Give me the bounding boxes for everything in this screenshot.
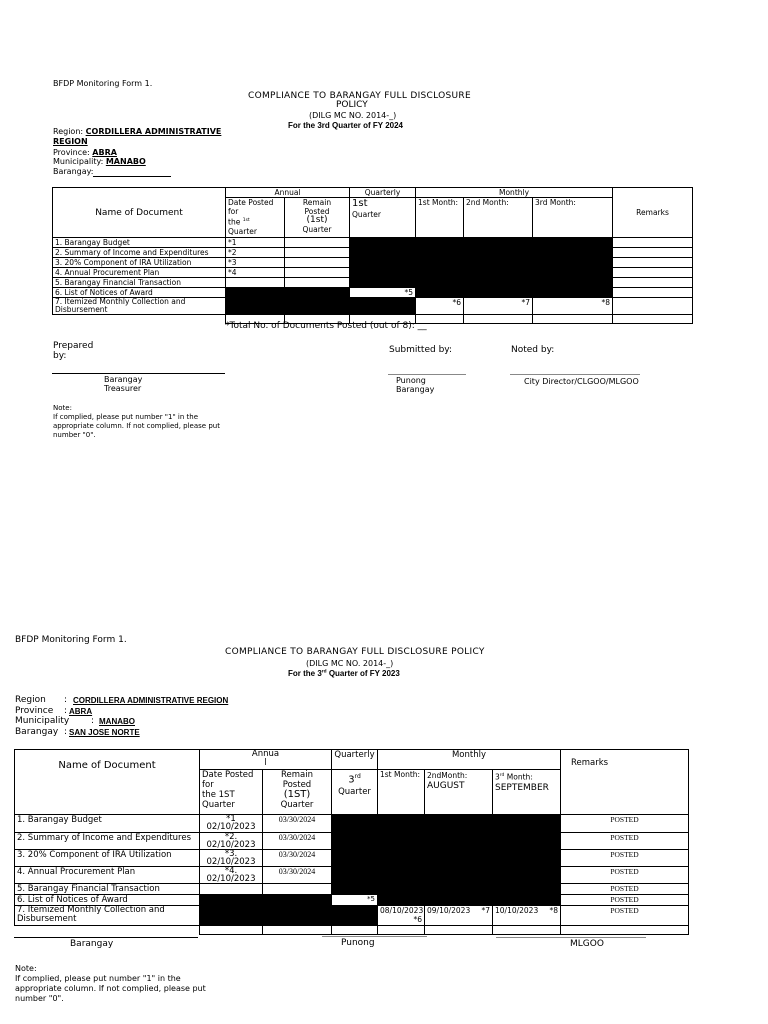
row-date-value: 02/10/2023	[206, 874, 256, 884]
note-line: number "0".	[15, 994, 64, 1003]
row-month2	[425, 906, 493, 926]
row-name: 6. List of Notices of Award	[15, 895, 200, 906]
row-remarks	[613, 248, 693, 258]
form-title-line3	[288, 669, 400, 678]
signature-line	[52, 373, 225, 374]
table-row	[53, 268, 693, 278]
signature-line	[322, 936, 427, 937]
colon: :	[64, 695, 68, 705]
redacted-block	[416, 238, 464, 248]
date-posted-l3-text: the	[228, 217, 241, 227]
row-name: 4. Annual Procurement Plan	[15, 867, 200, 884]
row-cell	[200, 884, 263, 895]
redacted-block	[350, 238, 416, 248]
header-month2	[425, 770, 493, 815]
redacted-block	[226, 288, 285, 298]
row-remarks: POSTED	[561, 815, 689, 833]
row-cell	[285, 238, 350, 248]
remain-l4: Quarter	[302, 225, 332, 234]
remain-l1: Remain	[281, 770, 313, 780]
row-remarks	[613, 288, 693, 298]
row-date	[200, 815, 263, 833]
header-quarterly: Quarterly	[350, 188, 416, 198]
submitted-label: Submitted by:	[389, 345, 452, 355]
date-posted-l2: for	[202, 780, 214, 790]
province-label: Province:	[53, 148, 90, 157]
form-title-line4: For the 3rd Quarter of FY 2024	[288, 121, 403, 130]
row-remain: 03/30/2024	[263, 867, 332, 884]
row-mark: *5	[350, 288, 416, 298]
row-name	[15, 906, 200, 926]
quarter-l2: Quarter	[352, 210, 381, 219]
redacted-block	[226, 298, 285, 315]
month3-pre: 3	[495, 772, 500, 782]
colon: :	[64, 727, 68, 737]
row-mark: *8	[549, 906, 558, 915]
barangay-label: Barangay:	[53, 167, 94, 176]
redacted-block	[464, 238, 533, 248]
redacted-block	[533, 268, 613, 278]
row-cell	[378, 926, 425, 935]
row-name: 1. Barangay Budget	[15, 815, 200, 833]
title-post: Quarter of FY 2023	[326, 669, 400, 678]
row-mark: *5	[332, 895, 378, 906]
redacted-block	[263, 895, 332, 906]
remain-l2: Posted	[304, 207, 330, 216]
row-cell	[533, 315, 613, 324]
redacted-block	[425, 833, 493, 850]
table-row	[53, 248, 693, 258]
punong-l1: Punong	[396, 376, 426, 385]
redacted-block	[332, 815, 378, 833]
row-month1-date: 08/10/2023	[380, 906, 424, 915]
row-mark: *6	[416, 298, 464, 315]
redacted-block	[378, 884, 425, 895]
barangay-label: Barangay	[15, 727, 59, 737]
row-remarks	[613, 238, 693, 248]
form-title-line1: COMPLIANCE TO BARANGAY FULL DISCLOSURE	[248, 91, 471, 101]
row-cell	[464, 315, 533, 324]
header-monthly: Monthly	[378, 750, 561, 770]
redacted-block	[416, 268, 464, 278]
note-line: If complied, please put number "1" in the	[53, 413, 199, 421]
header-name: Name of Document	[15, 750, 200, 815]
row-remarks	[613, 258, 693, 268]
row-month2-date: 09/10/2023	[427, 906, 471, 915]
region-field	[53, 127, 221, 136]
month3-l2: SEPTEMBER	[495, 782, 549, 793]
row-mark: *7	[481, 906, 490, 915]
redacted-block	[350, 248, 416, 258]
table-row	[15, 850, 689, 867]
note-line: appropriate column. If not complied, please put	[15, 984, 206, 993]
row-cell	[285, 258, 350, 268]
redacted-block	[425, 850, 493, 867]
annual-l2: l	[264, 758, 267, 768]
redacted-block	[493, 815, 561, 833]
quarter-pre: 3	[348, 774, 355, 786]
header-quarter	[350, 198, 416, 238]
header-month3: 3rd Month:	[533, 198, 613, 238]
header-monthly: Monthly	[416, 188, 613, 198]
row-remarks	[613, 298, 693, 315]
row-cell	[15, 926, 200, 935]
redacted-block	[378, 833, 425, 850]
row-cell	[263, 926, 332, 935]
region-value-cont: REGION	[53, 137, 88, 146]
row-date	[200, 867, 263, 884]
row-cell	[285, 248, 350, 258]
header-month1: 1st Month:	[416, 198, 464, 238]
redacted-block	[425, 884, 493, 895]
table-row	[53, 278, 693, 288]
redacted-block	[464, 258, 533, 268]
row-month1	[378, 906, 425, 926]
municipality-value: MANABO	[99, 717, 135, 726]
row-month3	[493, 906, 561, 926]
row-name: 5. Barangay Financial Transaction	[53, 278, 226, 288]
row-cell	[285, 268, 350, 278]
annual-l1: Annua	[251, 749, 280, 759]
punong-signatory: Punong	[341, 938, 375, 948]
row-cell	[285, 278, 350, 288]
table-row	[15, 884, 689, 895]
redacted-block	[416, 248, 464, 258]
header-remarks: Remarks	[613, 188, 693, 238]
header-quarterly: Quarterly	[332, 750, 378, 770]
remain-l3: (1st)	[306, 215, 328, 225]
row-remarks	[613, 278, 693, 288]
redacted-block	[378, 850, 425, 867]
date-posted-l4: Quarter	[202, 800, 235, 810]
municipality-label: Municipality	[15, 716, 70, 726]
prepared-label-l1: Prepared	[53, 341, 94, 351]
redacted-block	[350, 258, 416, 268]
month3-sup: rd	[499, 773, 505, 778]
row-mark: *3	[226, 258, 285, 268]
row-remarks: POSTED	[561, 884, 689, 895]
form-title-line2: POLICY	[336, 100, 368, 110]
treasurer-l2: Treasurer	[104, 384, 142, 393]
header-annual	[200, 750, 332, 770]
header-remain	[285, 198, 350, 238]
table-row	[15, 833, 689, 850]
barangay-value: SAN JOSE NORTE	[69, 728, 140, 737]
redacted-block	[332, 850, 378, 867]
row-mark: *1	[226, 238, 285, 248]
signature-line	[510, 374, 640, 375]
row-cell	[263, 884, 332, 895]
date-posted-l2: for	[228, 207, 239, 216]
redacted-block	[493, 850, 561, 867]
region-label: Region	[15, 695, 46, 705]
redacted-block	[378, 815, 425, 833]
signature-line	[496, 937, 646, 938]
header-month3	[493, 770, 561, 815]
redacted-block	[416, 258, 464, 268]
total-documents: *Total No. of Documents Posted (out of 8): __	[225, 321, 427, 331]
municipality-value: MANABO	[105, 157, 146, 166]
table-row	[15, 815, 689, 833]
row-date-value: 02/10/2023	[206, 857, 256, 867]
title-sup: rd	[321, 669, 327, 675]
redacted-block	[533, 288, 613, 298]
month3-post: Month:	[504, 772, 533, 782]
row-mark: *2	[226, 248, 285, 258]
title-pre: For the 3	[288, 669, 322, 678]
row-name-l1: 7. Itemized Monthly Collection and	[55, 297, 186, 306]
header-month2: 2nd Month:	[464, 198, 533, 238]
redacted-block	[332, 906, 378, 926]
date-posted-sup: 1st	[242, 218, 250, 223]
row-name: 1. Barangay Budget	[53, 238, 226, 248]
header-date-posted	[226, 198, 285, 238]
form-title-line2: (DILG MC NO. 2014-_)	[306, 659, 394, 668]
note-line: number "0".	[53, 431, 96, 439]
quarter-l1: 1st	[352, 198, 368, 209]
region-value: CORDILLERA ADMINISTRATIVE	[85, 127, 222, 136]
note-line: If complied, please put number "1" in the	[15, 974, 181, 983]
row-mark: *2.	[224, 832, 238, 842]
city-director-label: City Director/CLGOO/MLGOO	[524, 377, 639, 386]
row-name: 2. Summary of Income and Expenditures	[53, 248, 226, 258]
redacted-block	[493, 833, 561, 850]
redacted-block	[350, 268, 416, 278]
form-title-line3: (DILG MC NO. 2014-_)	[309, 111, 397, 120]
redacted-block	[263, 906, 332, 926]
header-remain	[263, 770, 332, 815]
row-name	[53, 298, 226, 315]
row-remarks: POSTED	[561, 833, 689, 850]
row-name-l2: Disbursement	[55, 305, 108, 314]
redacted-block	[533, 238, 613, 248]
row-name: 2. Summary of Income and Expenditures	[15, 833, 200, 850]
row-date-value: 02/10/2023	[206, 840, 256, 850]
redacted-block	[464, 268, 533, 278]
redacted-block	[533, 278, 613, 288]
row-remarks: POSTED	[561, 895, 689, 906]
month2-l2: AUGUST	[427, 781, 465, 791]
note-block	[53, 404, 220, 440]
row-cell	[200, 926, 263, 935]
header-remarks: Remarks	[561, 750, 689, 815]
remain-l2: Posted	[282, 780, 312, 790]
row-name: 5. Barangay Financial Transaction	[15, 884, 200, 895]
prepared-label-l2: by:	[53, 351, 67, 361]
row-name: 3. 20% Component of IRA Utilization	[15, 850, 200, 867]
quarter-sup: rd	[354, 773, 361, 780]
table-row	[53, 258, 693, 268]
disclosure-table-2023	[14, 749, 689, 935]
row-cell	[613, 315, 693, 324]
colon: :	[64, 706, 68, 716]
row-mark: *6	[413, 915, 422, 924]
redacted-block	[493, 867, 561, 884]
note-block	[15, 964, 206, 1003]
row-cell	[53, 315, 226, 324]
redacted-block	[285, 298, 350, 315]
remain-l4: Quarter	[280, 800, 314, 810]
municipality-field	[53, 157, 146, 166]
date-posted-l1: Date Posted	[202, 770, 254, 780]
row-remain: 03/30/2024	[263, 833, 332, 850]
header-quarter	[332, 770, 378, 815]
header-date-posted	[200, 770, 263, 815]
row-cell	[425, 926, 493, 935]
signature-line	[14, 937, 198, 938]
month2-l1: 2ndMonth:	[427, 771, 468, 780]
redacted-block	[332, 867, 378, 884]
punong-l2: Barangay	[396, 385, 435, 394]
redacted-block	[425, 895, 493, 906]
disclosure-table-2024	[52, 187, 693, 324]
colon: :	[91, 716, 95, 726]
redacted-block	[350, 298, 416, 315]
note-title: Note:	[15, 964, 37, 973]
row-remarks: POSTED	[561, 867, 689, 884]
redacted-block	[493, 895, 561, 906]
redacted-block	[425, 867, 493, 884]
province-field	[53, 148, 117, 157]
table-row	[15, 867, 689, 884]
redacted-block	[332, 884, 378, 895]
province-value: ABRA	[92, 148, 117, 157]
remain-l3: (1ST)	[283, 789, 311, 800]
row-cell	[332, 926, 378, 935]
note-line: appropriate column. If not complied, please put	[53, 422, 220, 430]
header-month1: 1st Month:	[378, 770, 425, 815]
table-row	[53, 298, 693, 315]
quarter-l2: Quarter	[338, 787, 371, 798]
redacted-block	[464, 288, 533, 298]
redacted-block	[416, 288, 464, 298]
redacted-block	[285, 288, 350, 298]
redacted-block	[425, 815, 493, 833]
header-annual: Annual	[226, 188, 350, 198]
form-label: BFDP Monitoring Form 1.	[53, 79, 153, 88]
form-title-line1: COMPLIANCE TO BARANGAY FULL DISCLOSURE POLICY	[225, 647, 485, 657]
redacted-block	[533, 258, 613, 268]
row-mark: *8	[533, 298, 613, 315]
barangay-signatory: Barangay	[70, 939, 114, 949]
date-posted-l4: Quarter	[228, 226, 257, 236]
note-title: Note:	[53, 404, 72, 412]
row-cell	[226, 278, 285, 288]
redacted-block	[200, 906, 263, 926]
mlgoo-signatory: MLGOO	[570, 939, 604, 949]
signature-line	[388, 374, 466, 375]
barangay-blank-line	[93, 176, 171, 177]
date-posted-l3	[228, 216, 282, 227]
redacted-block	[378, 867, 425, 884]
row-mark: *3.	[224, 849, 238, 859]
row-remarks: POSTED	[561, 906, 689, 926]
row-remain: 03/30/2024	[263, 815, 332, 833]
row-name: 4. Annual Procurement Plan	[53, 268, 226, 278]
row-name: 6. List of Notices of Award	[53, 288, 226, 298]
date-posted-l3: the 1ST	[202, 790, 235, 800]
province-label: Province	[15, 706, 54, 716]
row-mark: *1	[226, 814, 236, 824]
redacted-block	[464, 248, 533, 258]
form-label: BFDP Monitoring Form 1.	[15, 635, 127, 645]
redacted-block	[533, 248, 613, 258]
redacted-block	[416, 278, 464, 288]
row-mark: *4	[226, 268, 285, 278]
municipality-label: Municipality:	[53, 157, 104, 166]
row-name-l1: 7. Itemized Monthly Collection and	[17, 905, 165, 915]
redacted-block	[378, 895, 425, 906]
header-name: Name of Document	[53, 188, 226, 238]
redacted-block	[332, 833, 378, 850]
row-remarks: POSTED	[561, 850, 689, 867]
table-row	[15, 906, 689, 926]
table-row-empty	[15, 926, 689, 935]
redacted-block	[350, 278, 416, 288]
row-name-l2: Disbursement	[17, 914, 77, 924]
region-value: CORDILLERA ADMINISTRATIVE REGION	[73, 696, 229, 705]
row-date-value: 02/10/2023	[206, 822, 256, 832]
province-value: ABRA	[69, 707, 93, 716]
row-remarks	[613, 268, 693, 278]
date-posted-l1: Date Posted	[228, 198, 274, 207]
row-date	[200, 833, 263, 850]
table-row	[53, 238, 693, 248]
row-month3-date: 10/10/2023	[495, 906, 539, 915]
row-date	[200, 850, 263, 867]
redacted-block	[464, 278, 533, 288]
redacted-block	[493, 884, 561, 895]
region-label: Region:	[53, 127, 84, 136]
row-mark: *7	[464, 298, 533, 315]
treasurer-l1: Barangay	[104, 375, 143, 384]
row-remain: 03/30/2024	[263, 850, 332, 867]
table-row	[15, 895, 689, 906]
row-mark: *4.	[224, 866, 238, 876]
noted-label: Noted by:	[511, 345, 555, 355]
row-cell	[561, 926, 689, 935]
remain-l1: Remain	[302, 198, 332, 207]
table-row	[53, 288, 693, 298]
redacted-block	[200, 895, 263, 906]
row-cell	[493, 926, 561, 935]
row-name: 3. 20% Component of IRA Utilization	[53, 258, 226, 268]
